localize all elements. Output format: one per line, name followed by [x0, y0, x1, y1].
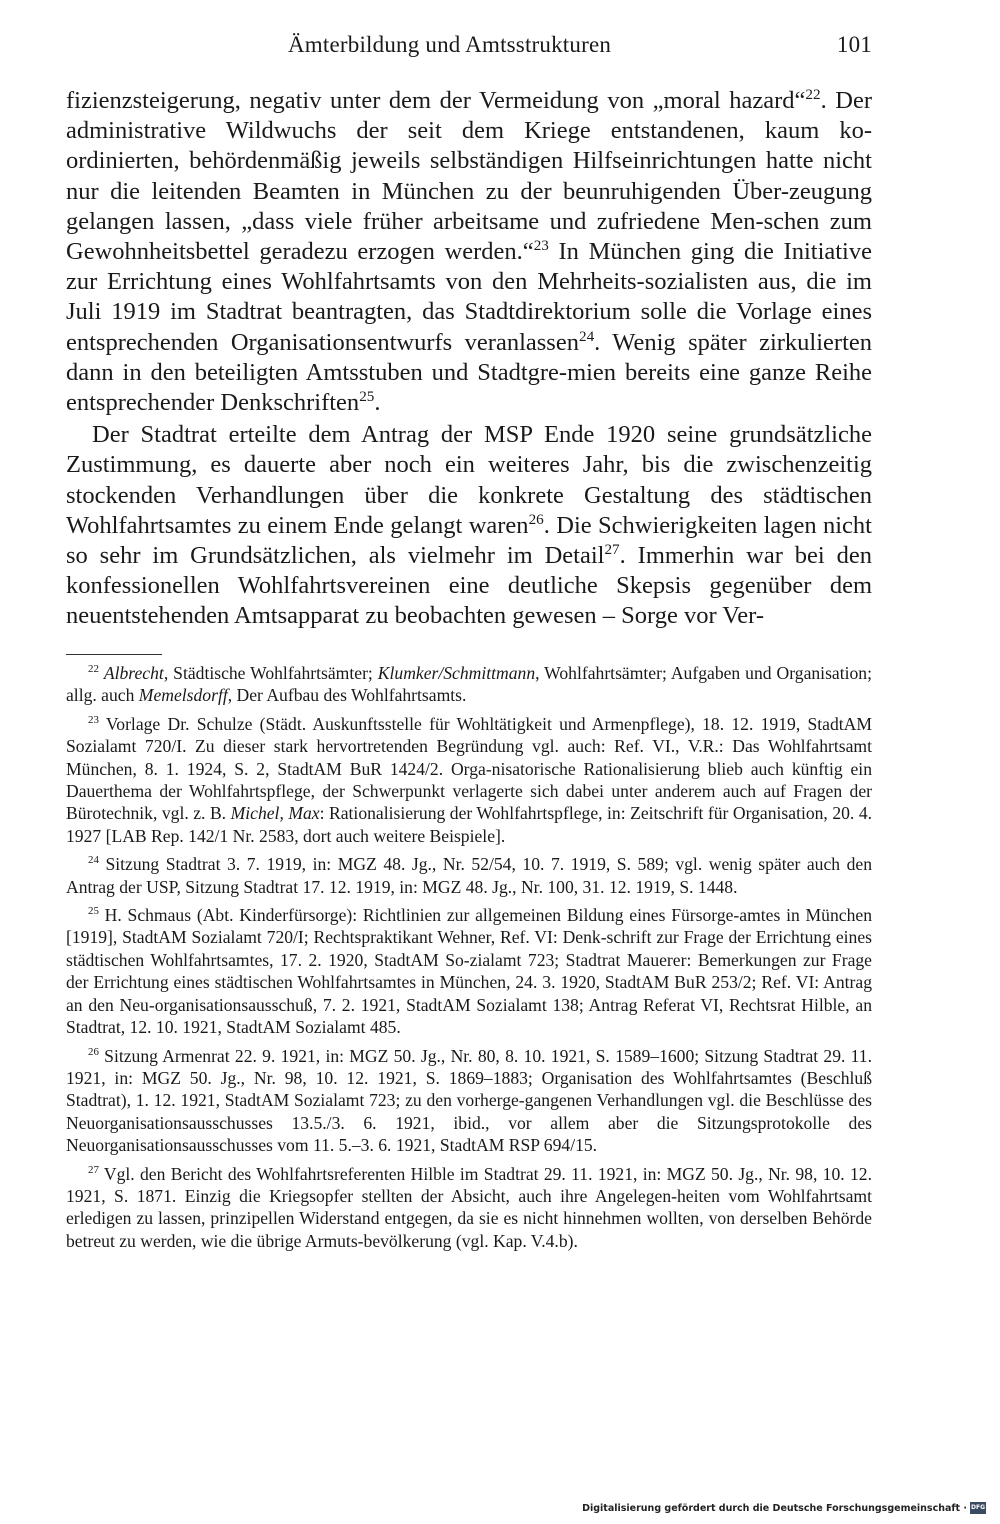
running-title: Ämterbildung und Amtsstrukturen: [288, 32, 612, 57]
text-run: . Wenig später zirkulierten dann in den beteiligten Amtsstuben und Stadtgre-mien bereits eine ganze Reihe entsprechender Denkschriften: [66, 328, 872, 417]
text-run: , Städtische Wohlfahrtsämter;: [163, 663, 378, 683]
credit-text: Digitalisierung gefördert durch die Deutsche Forschungsgemeinschaft ·: [582, 1502, 967, 1514]
author-name: Michel, Max: [230, 803, 320, 824]
footnote-ref[interactable]: 25: [359, 387, 375, 405]
footnotes: [66, 662, 872, 1258]
digitization-credit: [582, 1502, 986, 1514]
text-run: Vorlage Dr. Schulze (Städt. Auskunftsstelle für Wohltätigkeit und Armenpflege), 18. 12. 1919, StadtAM Sozialamt 720/I. Zu dieser stark hervortretenden Begründung vgl. auch: Ref. VI., V.R.: Das Wohlfahrtsamt München, 8. 1. 1924, S. 2, StadtAM BuR 1424/2. Orga-nisatorische Rationalisierung blieb auch künftig ein Dauerthema der Wohlfahrtspflege, der Schwerpunkt verlagerte sich dabei unter anderem auch auf Fragen der Bürotechnik, vgl. z. B.: [66, 713, 872, 824]
main-text: [66, 86, 872, 632]
footnote-23: [66, 713, 872, 847]
text-run: , Wohlfahrtsämter; Aufgaben und Organisation; allg. auch: [66, 663, 872, 706]
page-number: 101: [836, 32, 872, 57]
paragraph: [66, 86, 872, 418]
text-run: . Immerhin war bei den konfessionellen Wohlfahrtsvereinen eine deutliche Skepsis gegenüber dem neuentstehenden Amtsapparat zu beobachten gewesen – Sorge vor Ver-: [66, 542, 872, 630]
author-name: Memelsdorff: [138, 685, 228, 706]
footnote-number: 23: [88, 713, 99, 726]
footnote-25: [66, 904, 872, 1038]
footnote-ref[interactable]: 24: [578, 327, 595, 345]
footnote-number: 27: [88, 1163, 99, 1176]
text-run: Sitzung Armenrat 22. 9. 1921, in: MGZ 50. Jg., Nr. 80, 8. 10. 1921, S. 1589–1600; Sitzung Stadtrat 29. 11. 1921, in: MGZ 50. Jg., Nr. 98, 10. 12. 1921, S. 1869–1883; Organisation des Wohlfahrtsamtes (Beschluß Stadtrat), 1. 12. 1921, StadtAM Sozialamt 723; zu den vorherge-gangenen Verhandlungen vgl. die Beschlüsse des Neuorganisationsausschusses 13.5./3. 6. 1921, ibid., vor allem aber die Sitzungsprotokolle des Neuorganisationsausschusses vom 11. 5.–3. 6. 1921, StadtAM RSP 694/15.: [66, 1045, 872, 1156]
footnote-ref[interactable]: 23: [533, 236, 549, 254]
footnote-ref[interactable]: 26: [528, 510, 544, 528]
text-run: fizienzsteigerung, negativ unter dem der Vermeidung von „moral hazard“: [66, 87, 806, 114]
footnote-separator: [66, 654, 162, 655]
text-run: H. Schmaus (Abt. Kinderfürsorge): Richtlinien zur allgemeinen Bildung eines Fürsorge-amtes in München [1919], StadtAM Sozialamt 720/I; Rechtspraktikant Wehner, Ref. VI: Denk-schrift zur Frage der Errichtung eines städtischen Wohlfahrtsamtes, 17. 2. 1920, StadtAM So-zialamt 723; Stadtrat Mauerer: Bemerkungen zur Frage der Errichtung eines städtischen Wohlfahrtsamtes in München, 24. 3. 1920, StadtAM BuR 253/2; Ref. VI: Antrag an den Neu-organisationsausschuß, 7. 2. 1921, StadtAM Sozialamt 138; Antrag Referat VI, Rechtsrat Hilble, an Stadtrat, 12. 10. 1921, StadtAM Sozialamt 485.: [66, 905, 872, 1038]
author-name: Klumker/Schmittmann: [377, 663, 536, 683]
footnote-number: 26: [88, 1045, 99, 1058]
text-run: . Die Schwierigkeiten lagen nicht so sehr im Grundsätzlichen, als vielmehr im Detail: [66, 511, 872, 570]
text-run: Vgl. den Bericht des Wohlfahrtsreferenten Hilble im Stadtrat 29. 11. 1921, in: MGZ 50. Jg., Nr. 98, 10. 12. 1921, S. 1871. Einzig die Kriegsopfer stellten der Absicht, auch ihre Angelegen-heiten vom Wohlfahrtsamt erledigen zu lassen, prinzipellen Widerstand entgegen, da sie es nicht hinnehmen wollten, von derselben Behörde betreut zu werden, wie die übrige Armuts-bevölkerung (vgl. Kap. V.4.b).: [66, 1163, 872, 1251]
text-run: , Der Aufbau des Wohlfahrtsamts.: [227, 685, 467, 706]
footnote-number: 22: [88, 663, 99, 676]
running-header: [66, 32, 872, 62]
footnote-number: 24: [88, 854, 99, 867]
footnote-27: [66, 1163, 872, 1253]
footnote-number: 25: [88, 905, 99, 918]
footnote-ref[interactable]: 27: [604, 540, 620, 558]
footnote-ref[interactable]: 22: [805, 85, 821, 103]
author-name: Albrecht: [103, 663, 164, 683]
text-run: In München ging die Initiative zur Errichtung eines Wohlfahrtsamts von den Mehrheits-sozialisten aus, die im Juli 1919 im Stadtrat beantragten, das Stadtdirektorium solle die Vorlage eines entsprechenden Organisationsentwurfs veranlassen: [66, 238, 872, 356]
dfg-logo-icon: DFG: [970, 1502, 986, 1514]
text-run: Der Stadtrat erteilte dem Antrag der MSP Ende 1920 seine grundsätzliche Zustimmung, es dauerte aber noch ein weiteres Jahr, bis die zwischenzeitig stockenden Verhandlungen über die konkrete Gestaltung des städtischen Wohlfahrtsamtes zu einem Ende gelangt waren: [66, 421, 872, 539]
text-run: : Rationalisierung der Wohlfahrtspflege, in: Zeitschrift für Organisation, 20. 4. 1927 [LAB Rep. 142/1 Nr. 2583, dort auch weitere Beispiele].: [66, 803, 873, 846]
text-run: .: [374, 389, 381, 417]
text-run: Sitzung Stadtrat 3. 7. 1919, in: MGZ 48. Jg., Nr. 52/54, 10. 7. 1919, S. 589; vgl. wenig später auch den Antrag der USP, Sitzung Stadtrat 17. 12. 1919, in: MGZ 48. Jg., Nr. 100, 31. 12. 1919, S. 1448.: [66, 854, 872, 897]
text-run: . Der administrative Wildwuchs der seit dem Kriege entstandenen, kaum ko-ordinierten, behördenmäßig jeweils selbständigen Hilfseinrichtungen hatte nicht nur die leitenden Beamten in München zu der beunruhigenden Über-zeugung gelangen lassen, „dass viele früher arbeitsame und zufriedene Men-schen zum Gewohnheitsbettel geradezu erzogen werden.“: [66, 87, 872, 266]
footnote-24: [66, 853, 872, 898]
paragraph: [66, 420, 872, 631]
footnote-26: [66, 1045, 872, 1157]
footnote-22: [66, 662, 872, 707]
